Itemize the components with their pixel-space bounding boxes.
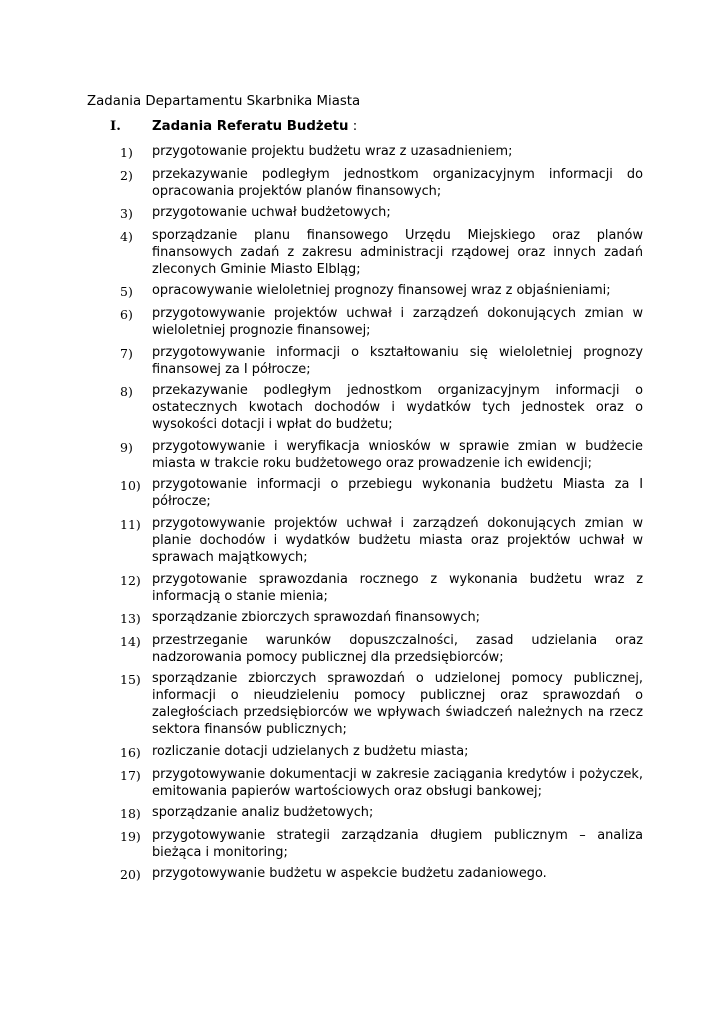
list-item-number-label: 11): [120, 516, 141, 532]
list-item-number: [87, 438, 152, 472]
list-item-number: [87, 227, 152, 278]
list-item-text: przygotowanie sprawozdania rocznego z wykonania budżetu wraz z informacją o stanie mienia;: [152, 571, 643, 604]
list-item-text: przestrzeganie warunków dopuszczalności, zasad udzielania oraz nadzorowania pomocy publicznej dla przedsiębiorców;: [152, 632, 643, 665]
list-item-number: [87, 515, 152, 566]
list-item-text: przekazywanie podległym jednostkom organizacyjnym informacji o ostatecznych kwotach dochodów i wydatków tych jednostek oraz o wysokości dotacji i wpłat do budżetu;: [152, 383, 643, 433]
list-item-text: sporządzanie analiz budżetowych;: [152, 805, 374, 821]
list-item-number: [87, 204, 152, 222]
list-item: [87, 515, 643, 566]
list-item: [87, 865, 643, 883]
list-item: [87, 382, 643, 433]
list-item-text: przygotowywanie dokumentacji w zakresie zaciągania kredytów i pożyczek, emitowania papierów wartościowych oraz obsługi bankowej;: [152, 766, 643, 799]
list-item-number-label: 5): [120, 284, 133, 300]
list-item-number: [87, 609, 152, 627]
list-item-text: przygotowywanie informacji o kształtowaniu się wieloletniej prognozy finansowej za I półrocze;: [152, 344, 643, 377]
section-label: Zadania Referatu Budżetu: [152, 119, 349, 134]
list-item-number: [87, 382, 152, 433]
list-item: [87, 827, 643, 861]
list-item-number: [87, 166, 152, 200]
list-item: [87, 282, 643, 300]
list-item: [87, 632, 643, 666]
list-item-text: przygotowanie informacji o przebiegu wykonania budżetu Miasta za I półrocze;: [152, 477, 643, 510]
list-item-number-label: 16): [120, 744, 141, 760]
list-item-number-label: 6): [120, 306, 133, 322]
list-item: [87, 609, 643, 627]
document-title: Zadania Departamentu Skarbnika Miasta: [87, 94, 361, 109]
list-item-number-label: 10): [120, 478, 141, 494]
list-item-number: [87, 766, 152, 800]
list-item-number-label: 14): [120, 633, 141, 649]
list-item: [87, 571, 643, 605]
list-item-number-label: 12): [120, 572, 141, 588]
list-item: [87, 476, 643, 510]
list-item: [87, 143, 643, 161]
list-item: [87, 166, 643, 200]
list-item-text: sporządzanie planu finansowego Urzędu Miejskiego oraz planów finansowych zadań z zakresu administracji rządowej oraz innych zadań zleconych Gminie Miasto Elbląg;: [152, 227, 643, 277]
list-item-text: przygotowywanie strategii zarządzania długiem publicznym – analiza bieżąca i monitoring;: [152, 827, 643, 860]
list-item-text: przygotowywanie projektów uchwał i zarządzeń dokonujących zmian w planie dochodów i wydatków budżetu miasta oraz projektów uchwał w sprawach majątkowych;: [152, 515, 643, 565]
list-item: [87, 804, 643, 822]
list-item-number: [87, 670, 152, 738]
list-item-text: sporządzanie zbiorczych sprawozdań o udzielonej pomocy publicznej, informacji o nieudzieleniu pomocy publicznej oraz sprawozdań o zaległościach przedsiębiorców we wpływach świadczeń należnych na rzecz sektora finansów publicznych;: [152, 671, 643, 738]
list-item-text: opracowywanie wieloletniej prognozy finansowej wraz z objaśnieniami;: [152, 283, 611, 299]
list-item: [87, 344, 643, 378]
list-item: [87, 227, 643, 278]
list-item-number-label: 8): [120, 384, 133, 400]
list-item-text: przygotowanie uchwał budżetowych;: [152, 205, 391, 221]
list-item-number-label: 17): [120, 767, 141, 783]
list-item-text: przygotowanie projektu budżetu wraz z uzasadnieniem;: [152, 144, 513, 159]
task-list: [87, 143, 643, 888]
list-item: [87, 766, 643, 800]
list-item: [87, 670, 643, 738]
list-item-number-label: 13): [120, 611, 141, 627]
list-item-number-label: 20): [120, 867, 141, 883]
list-item-text: sporządzanie zbiorczych sprawozdań finansowych;: [152, 610, 481, 626]
list-item-number: [87, 632, 152, 666]
list-item-number: [87, 571, 152, 605]
list-item: [87, 743, 643, 761]
list-item-number: [87, 143, 152, 161]
list-item-number: [87, 476, 152, 510]
section-suffix: :: [348, 119, 358, 134]
list-item-number: [87, 282, 152, 300]
list-item-number-label: 7): [120, 345, 133, 361]
list-item-number: [87, 804, 152, 822]
list-item-number: [87, 827, 152, 861]
list-item-number-label: 19): [120, 828, 141, 844]
list-item-text: przygotowywanie projektów uchwał i zarządzeń dokonujących zmian w wieloletniej prognozie finansowej;: [152, 305, 643, 338]
list-item-number-label: 2): [120, 167, 133, 183]
list-item-number-label: 9): [120, 439, 133, 455]
list-item-number-label: 4): [120, 228, 133, 244]
list-item: [87, 204, 643, 222]
list-item-number: [87, 344, 152, 378]
list-item-number: [87, 743, 152, 761]
list-item: [87, 438, 643, 472]
list-item-number-label: 15): [120, 672, 141, 688]
list-item: [87, 305, 643, 339]
section-number: I.: [110, 119, 121, 134]
list-item-number: [87, 865, 152, 883]
list-item-text: rozliczanie dotacji udzielanych z budżetu miasta;: [152, 743, 469, 759]
list-item-number-label: 3): [120, 206, 133, 222]
list-item-text: przygotowywanie i weryfikacja wniosków w sprawie zmian w budżecie miasta w trakcie roku budżetowego oraz prowadzenie ich ewidencji;: [152, 438, 643, 471]
list-item-text: przygotowywanie budżetu w aspekcie budżetu zadaniowego.: [152, 866, 547, 882]
section-heading: [110, 118, 357, 135]
list-item-number-label: 18): [120, 806, 141, 822]
list-item-number: [87, 305, 152, 339]
list-item-number-label: 1): [120, 145, 133, 160]
list-item-text: przekazywanie podległym jednostkom organizacyjnym informacji do opracowania projektów planów finansowych;: [152, 166, 643, 199]
